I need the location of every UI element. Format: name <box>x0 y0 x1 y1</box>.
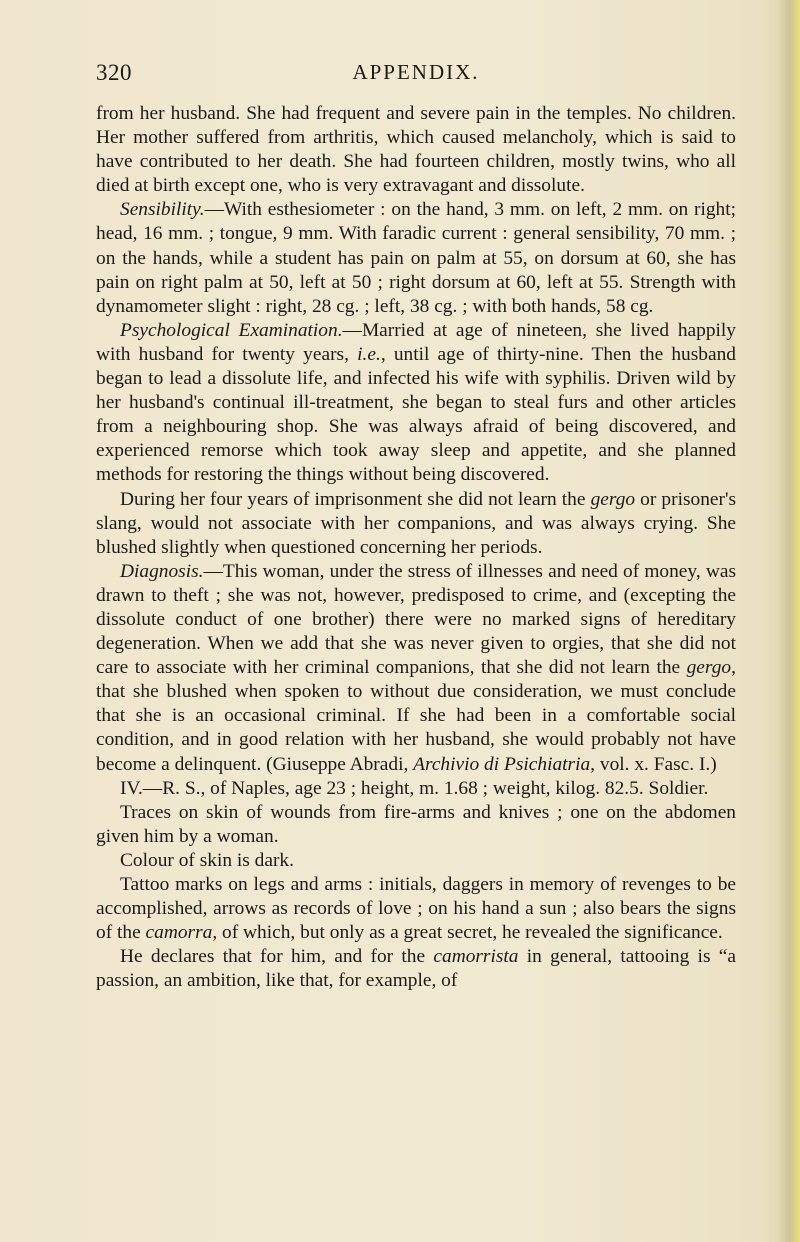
text-run: He declares that for him, and for the <box>120 946 434 968</box>
italic-text: i.e. <box>357 343 381 365</box>
paragraph <box>96 488 736 560</box>
italic-text: Archivio di Psichiatria <box>413 753 591 775</box>
text-run: Traces on skin of wounds from fire-arms and knives ; one on the abdomen given him by a woman. <box>96 801 736 847</box>
text-run: in general, tattooing is “a passion, an ambition, like that, for example, of <box>96 946 736 992</box>
text-run: During her four years of imprisonment she did not learn the <box>120 488 591 510</box>
text-run: —Married at age of nineteen, she lived happily with husband for twenty years, <box>96 319 737 365</box>
paragraph <box>96 319 736 488</box>
italic-text: Diagnosis. <box>120 560 204 582</box>
paragraph <box>96 849 736 873</box>
paragraph <box>96 945 736 993</box>
text-run: , of which, but only as a great secret, he revealed the significance. <box>212 922 723 944</box>
text-run: or prisoner's slang, would not associate with her companions, and was always crying. She blushed slightly when questioned concerning her periods. <box>96 488 736 558</box>
text-run: , until age of thirty-nine. Then the husband began to lead a dissolute life, and infected his wife with syphilis. Driven wild by her husband's continual ill-treatment, she began to steal furs and other articles from a neighbouring shop. She was always afraid of being discovered, and experienced remorse which took away sleep and appetite, and she planned methods for restoring the things without being discovered. <box>96 343 736 486</box>
italic-text: gergo <box>590 488 636 510</box>
body-text <box>96 102 736 993</box>
paragraph <box>96 102 736 198</box>
page-number: 320 <box>96 60 132 85</box>
italic-text: gergo <box>686 657 732 679</box>
text-run: from her husband. She had frequent and severe pain in the temples. No children. Her mother suffered from arthritis, which caused melancholy, which is said to have contributed to her death. She had fourteen children, mostly twins, who all died at birth except one, who is very extravagant and dissolute. <box>96 103 736 197</box>
italic-text: Sensibility. <box>120 199 205 221</box>
italic-text: camorra <box>145 922 213 944</box>
paragraph <box>96 198 736 318</box>
text-run: Tattoo marks on legs and arms : initials, daggers in memory of revenges to be accomplished, arrows as records of love ; on his hand a sun ; also bears the signs of the <box>96 874 736 944</box>
paragraph <box>96 801 736 849</box>
paragraph <box>96 873 736 945</box>
text-run: IV.—R. S., of Naples, age 23 ; height, m. 1.68 ; weight, kilog. 82.5. Soldier. <box>120 777 709 799</box>
page-edge <box>778 0 800 1242</box>
text-run: , vol. x. Fasc. I.) <box>590 753 717 775</box>
paragraph <box>96 777 736 801</box>
italic-text: camorrista <box>433 946 519 968</box>
text-run: —With esthesiometer : on the hand, 3 mm. on left, 2 mm. on right; head, 16 mm. ; tongue, 9 mm. With faradic current : general sensibility, 70 mm. ; on the hands, while a student has pain on palm at 55, on dorsum at 60, she has pain on right palm at 50, left at 50 ; right dorsum at 60, left at 55. Strength with dynamometer slight : right, 28 cg. ; left, 38 cg. ; with both hands, 58 cg. <box>96 199 736 317</box>
text-run: —This woman, under the stress of illnesses and need of money, was drawn to theft ; she was not, however, predisposed to crime, and (excepting the dissolute conduct of one brother) there were no marked signs of hereditary degeneration. When we add that she was never given to orgies, that she did not care to associate with her criminal companions, that she did not learn the <box>96 560 736 679</box>
page-header <box>96 60 736 94</box>
paragraph <box>96 560 736 777</box>
italic-text: Psychological Examination. <box>120 319 343 341</box>
text-run: Colour of skin is dark. <box>120 849 294 871</box>
text-run: , that she blushed when spoken to without due consideration, we must conclude that she is an occasional criminal. If she had been in a comfortable social condition, and in good relation with her husband, she would probably not have become a delinquent. (Giuseppe Abradi, <box>96 657 736 775</box>
running-head: APPENDIX. <box>352 60 480 84</box>
